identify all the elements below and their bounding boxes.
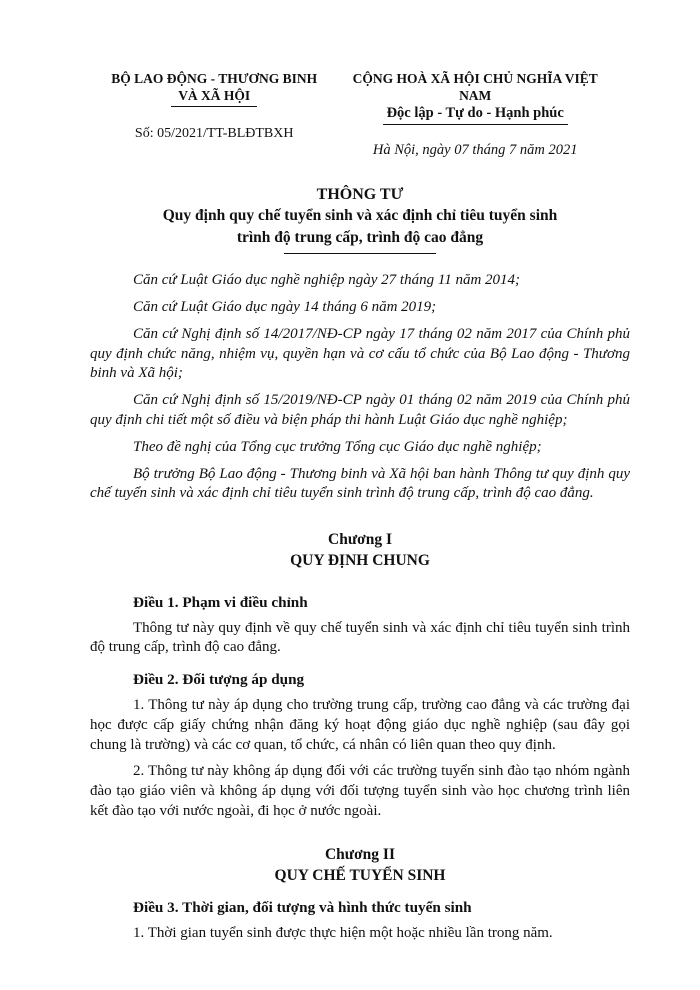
preamble-paragraph: Căn cứ Nghị định số 15/2019/NĐ-CP ngày 01 tháng 02 năm 2019 của Chính phủ quy định chi tiết một số điều và biện pháp thi hành Luật Giáo dục nghề nghiệp; [90, 392, 630, 428]
document-type: THÔNG TƯ [316, 186, 404, 203]
chapter-2-heading [90, 845, 630, 886]
title-underline [284, 253, 436, 254]
chapter-number: Chương I [328, 530, 392, 548]
agency-underline [171, 106, 257, 107]
preamble-paragraph: Theo đề nghị của Tổng cục trưởng Tổng cục Giáo dục nghề nghiệp; [133, 438, 542, 455]
agency-name-line2: VÀ XÃ HỘI [178, 88, 251, 103]
preamble-paragraph: Căn cứ Luật Giáo dục ngày 14 tháng 6 năm 2019; [133, 299, 437, 315]
chapter-1-heading [90, 530, 630, 571]
chapter-name: QUY ĐỊNH CHUNG [290, 551, 430, 569]
article-1-heading: Điều 1. Phạm vi điều chỉnh [133, 593, 308, 611]
place-and-date: Hà Nội, ngày 07 tháng 7 năm 2021 [372, 142, 578, 158]
issuing-agency-block [90, 70, 338, 142]
article-3-heading: Điều 3. Thời gian, đối tượng và hình thức tuyển sinh [133, 899, 472, 917]
national-motto: Độc lập - Tự do - Hạnh phúc [383, 104, 568, 125]
document-header [90, 70, 630, 159]
article-paragraph: 2. Thông tư này không áp dụng đối với các trường tuyển sinh đào tạo nhóm ngành đào tạo giáo viên và không áp dụng với đối tượng tuyển sinh vào học chương trình liên kết đào tạo với nước ngoài, đi học ở nước ngoài. [90, 762, 630, 819]
preamble-paragraph: Căn cứ Nghị định số 14/2017/NĐ-CP ngày 17 tháng 02 năm 2017 của Chính phủ quy định chức năng, nhiệm vụ, quyền hạn và cơ cấu tổ chức của Bộ Lao động - Thương binh và Xã hội; [90, 326, 630, 381]
article-paragraph: 1. Thông tư này áp dụng cho trường trung cấp, trường cao đẳng và các trường đại học được cấp giấy chứng nhận đăng ký hoạt động giáo dục nghề nghiệp (sau đây gọi chung là trường) và các cơ quan, tổ chức, cá nhân có liên quan theo quy định. [90, 697, 630, 753]
article-paragraph: 1. Thời gian tuyển sinh được thực hiện một hoặc nhiều lần trong năm. [133, 925, 553, 942]
national-motto-block [338, 70, 630, 159]
chapter-name: QUY CHẾ TUYỂN SINH [274, 867, 446, 885]
preamble-paragraph: Căn cứ Luật Giáo dục nghề nghiệp ngày 27 tháng 11 năm 2014; [133, 272, 521, 288]
title-block [90, 184, 630, 254]
chapter-number: Chương II [324, 846, 395, 864]
article-2-heading: Điều 2. Đối tượng áp dụng [133, 671, 305, 689]
preamble [90, 271, 630, 504]
national-name: CỘNG HOÀ XÃ HỘI CHỦ NGHĨA VIỆT NAM [352, 71, 598, 103]
document-title-line2: trình độ trung cấp, trình độ cao đẳng [236, 228, 484, 246]
preamble-paragraph: Bộ trưởng Bộ Lao động - Thương binh và Xã hội ban hành Thông tư quy định quy chế tuyển sinh và xác định chỉ tiêu tuyển sinh trình độ trung cấp, trình độ cao đẳng. [90, 465, 630, 501]
document-number: Số: 05/2021/TT-BLĐTBXH [134, 126, 294, 141]
article-paragraph: Thông tư này quy định về quy chế tuyển sinh và xác định chỉ tiêu tuyển sinh trình độ trung cấp, trình độ cao đẳng. [90, 619, 630, 656]
agency-name-line1: BỘ LAO ĐỘNG - THƯƠNG BINH [111, 71, 318, 86]
motto-wrap [338, 104, 612, 125]
document-title-line1: Quy định quy chế tuyển sinh và xác định chỉ tiêu tuyển sinh [162, 207, 558, 224]
